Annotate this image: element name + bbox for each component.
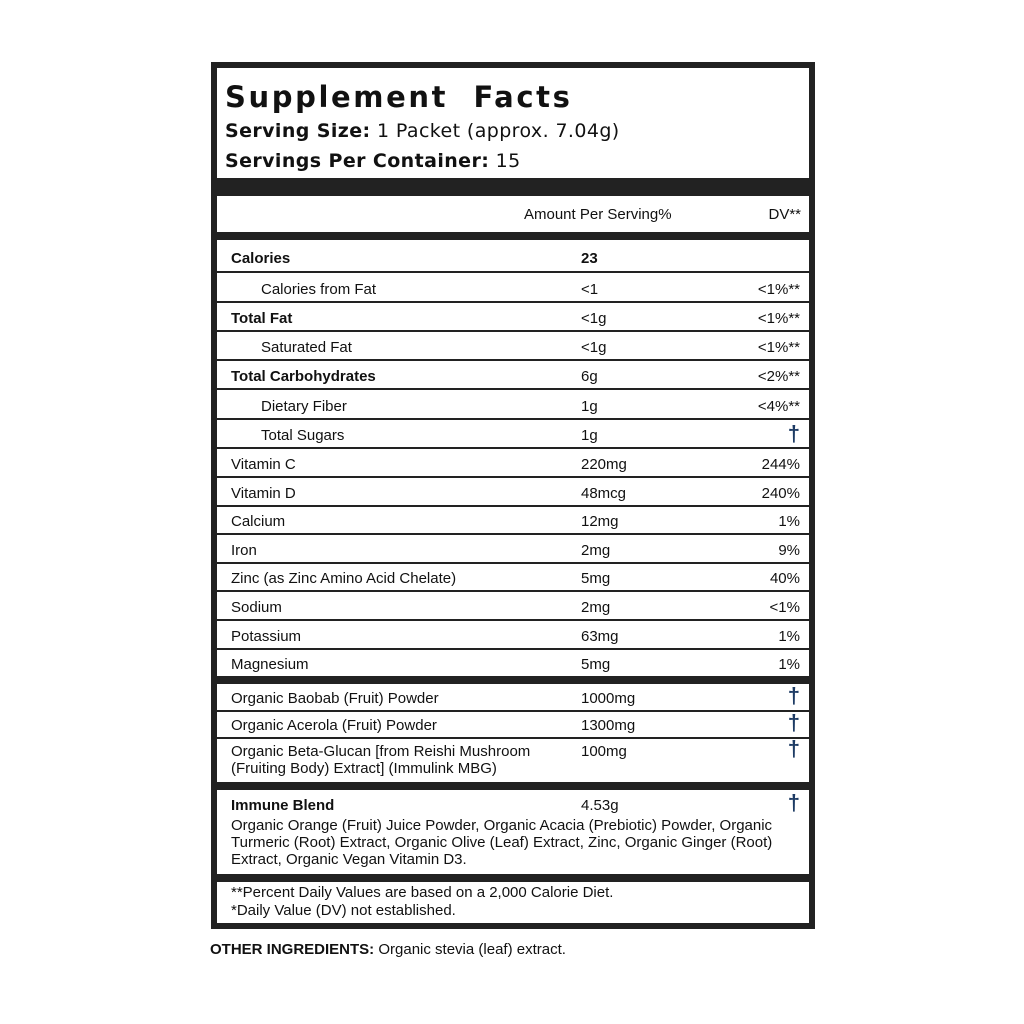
nutrient-name: Calories from Fat bbox=[261, 281, 377, 298]
botanical-row-baobab bbox=[217, 684, 809, 710]
nutrient-name: Total Fat bbox=[231, 310, 293, 327]
nutrient-amount: 23 bbox=[581, 250, 598, 267]
nutrient-amount: 5mg bbox=[581, 570, 611, 587]
serving-size-label: Serving Size: bbox=[225, 120, 371, 142]
other-ingredients-value: Organic stevia (leaf) extract. bbox=[378, 941, 566, 958]
thick-divider bbox=[217, 178, 809, 196]
footnotes bbox=[231, 884, 613, 920]
nutrient-dv: <1%** bbox=[757, 281, 800, 298]
daily-value-label: DV** bbox=[768, 206, 801, 223]
botanical-name: Organic Acerola (Fruit) Powder bbox=[231, 717, 437, 734]
blend-description: Organic Orange (Fruit) Juice Powder, Organic Acacia (Prebiotic) Powder, Organic Turmeric (Root) Extract, Organic Olive (Leaf) Extract, Zinc, Organic Ginger (Root) Extract, Organic Vegan Vitamin D3. bbox=[231, 817, 773, 868]
botanical-name-line1: Organic Beta-Glucan [from Reishi Mushroom bbox=[231, 743, 531, 760]
botanical-name bbox=[231, 743, 530, 777]
nutrient-amount: 6g bbox=[581, 368, 598, 385]
nutrient-name: Zinc (as Zinc Amino Acid Chelate) bbox=[231, 570, 457, 587]
nutrient-name: Vitamin C bbox=[231, 456, 296, 473]
nutrient-row-vitamin-d bbox=[217, 477, 809, 505]
nutrient-name: Sodium bbox=[231, 599, 282, 616]
footnote-percent-dv: **Percent Daily Values are based on a 2,000 Calorie Diet. bbox=[231, 884, 614, 901]
footnote-dv-not-established: *Daily Value (DV) not established. bbox=[231, 902, 456, 919]
nutrient-dv: <1%** bbox=[757, 339, 800, 356]
botanical-amount: 100mg bbox=[581, 743, 627, 760]
nutrient-amount: 2mg bbox=[581, 542, 611, 559]
nutrient-amount: 1g bbox=[581, 427, 598, 444]
nutrient-name: Calcium bbox=[231, 513, 286, 530]
blend-amount: 4.53g bbox=[581, 797, 619, 814]
facts-header bbox=[225, 78, 805, 176]
thick-divider bbox=[217, 782, 809, 790]
nutrient-amount: 48mcg bbox=[581, 485, 627, 502]
nutrient-row-saturated-fat bbox=[217, 331, 809, 359]
dagger-icon: † bbox=[787, 421, 800, 446]
nutrient-dv: 9% bbox=[778, 542, 800, 559]
facts-title: Supplement Facts bbox=[225, 80, 573, 114]
botanical-row-acerola bbox=[217, 711, 809, 737]
nutrient-amount: 5mg bbox=[581, 656, 611, 673]
nutrient-dv: 1% bbox=[778, 628, 800, 645]
nutrient-row-iron bbox=[217, 534, 809, 562]
botanical-row-beta-glucan bbox=[217, 738, 809, 782]
nutrient-name: Iron bbox=[231, 542, 257, 559]
nutrient-row-magnesium bbox=[217, 648, 809, 676]
nutrient-dv: <2%** bbox=[757, 368, 800, 385]
amount-per-serving-label: Amount Per Serving% bbox=[524, 206, 672, 223]
nutrient-row-calories-from-fat bbox=[217, 273, 809, 301]
nutrient-name: Total Sugars bbox=[261, 427, 345, 444]
nutrient-name: Dietary Fiber bbox=[261, 398, 347, 415]
nutrient-name: Magnesium bbox=[231, 656, 309, 673]
nutrient-row-total-carbohydrates bbox=[217, 360, 809, 388]
nutrient-name: Total Carbohydrates bbox=[231, 368, 376, 385]
nutrient-row-potassium bbox=[217, 620, 809, 648]
supplement-facts-panel bbox=[211, 62, 815, 929]
nutrient-amount: 1g bbox=[581, 398, 598, 415]
servings-per-container bbox=[225, 146, 805, 176]
nutrient-name: Calories bbox=[231, 250, 291, 267]
nutrient-amount: <1g bbox=[581, 310, 607, 327]
blend-name: Immune Blend bbox=[231, 797, 335, 814]
nutrient-dv: 1% bbox=[778, 656, 800, 673]
nutrient-row-zinc bbox=[217, 562, 809, 590]
dagger-icon: † bbox=[787, 790, 800, 815]
botanical-name-line2: (Fruiting Body) Extract] (Immulink MBG) bbox=[231, 760, 497, 777]
servings-value: 15 bbox=[495, 150, 521, 172]
nutrient-row-vitamin-c bbox=[217, 448, 809, 476]
nutrient-amount: 220mg bbox=[581, 456, 627, 473]
nutrient-name: Potassium bbox=[231, 628, 302, 645]
column-header bbox=[217, 196, 809, 232]
other-ingredients-label: OTHER INGREDIENTS: bbox=[210, 941, 375, 958]
nutrient-amount: <1 bbox=[581, 281, 599, 298]
nutrient-amount: <1g bbox=[581, 339, 607, 356]
botanical-name: Organic Baobab (Fruit) Powder bbox=[231, 690, 439, 707]
nutrient-dv: 1% bbox=[778, 513, 800, 530]
serving-size bbox=[225, 116, 805, 146]
nutrient-amount: 12mg bbox=[581, 513, 619, 530]
thick-divider bbox=[217, 232, 809, 240]
nutrient-dv: <1%** bbox=[757, 310, 800, 327]
dagger-icon: † bbox=[787, 736, 800, 761]
other-ingredients bbox=[210, 941, 566, 958]
nutrient-dv: 240% bbox=[761, 485, 800, 502]
serving-size-value: 1 Packet (approx. 7.04g) bbox=[376, 120, 620, 142]
nutrient-row-sodium bbox=[217, 591, 809, 619]
nutrient-dv: 40% bbox=[769, 570, 800, 587]
nutrient-row-dietary-fiber bbox=[217, 390, 809, 418]
nutrient-row-calories bbox=[217, 242, 809, 272]
nutrient-amount: 2mg bbox=[581, 599, 611, 616]
botanical-amount: 1000mg bbox=[581, 690, 636, 707]
dagger-icon: † bbox=[787, 710, 800, 735]
thick-divider bbox=[217, 874, 809, 882]
nutrient-dv: <1% bbox=[769, 599, 800, 616]
nutrient-name: Saturated Fat bbox=[261, 339, 352, 356]
nutrient-row-total-sugars bbox=[217, 419, 809, 447]
nutrient-dv: <4%** bbox=[757, 398, 800, 415]
nutrient-row-total-fat bbox=[217, 302, 809, 330]
thick-divider bbox=[217, 676, 809, 684]
nutrient-row-calcium bbox=[217, 505, 809, 533]
immune-blend bbox=[217, 790, 809, 875]
dagger-icon: † bbox=[787, 683, 800, 708]
servings-label: Servings Per Container: bbox=[225, 150, 490, 172]
nutrient-dv: 244% bbox=[761, 456, 800, 473]
nutrient-name: Vitamin D bbox=[231, 485, 296, 502]
nutrient-amount: 63mg bbox=[581, 628, 619, 645]
botanical-amount: 1300mg bbox=[581, 717, 636, 734]
